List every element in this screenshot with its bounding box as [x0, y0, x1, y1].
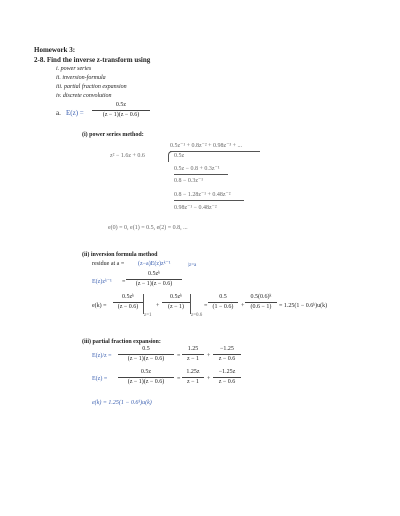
fraction-denominator: (z − 1)(z − 0.6)	[127, 379, 165, 385]
plus-sign: +	[207, 353, 211, 359]
fraction-numerator: −1.25	[220, 346, 234, 352]
method-item: ii. inversion-formula	[56, 75, 106, 81]
inversion-numerator: 0.5zᵏ	[147, 271, 161, 277]
long-division-bracket	[168, 151, 173, 162]
fraction-numerator: −1.25z	[218, 369, 236, 375]
inversion-result: = 1.25(1 − 0.6ᵏ)u(k)	[279, 303, 328, 309]
partial-fraction	[213, 346, 241, 363]
fraction-bar	[113, 302, 143, 303]
fraction-bar	[182, 377, 204, 378]
plus-sign: +	[207, 376, 211, 382]
fraction-bar	[213, 354, 241, 355]
problem-statement: 2-8. Find the inverse z-transform using	[34, 56, 151, 64]
fraction-bar	[126, 279, 182, 280]
partial-fraction	[118, 369, 174, 386]
term-denominator: (z − 1)	[167, 304, 185, 310]
method-item: iii. partial fraction expansion	[56, 84, 127, 90]
partial-line1-lhs: E(z)/z =	[92, 353, 112, 359]
term-denominator: (0.6 − 1)	[250, 304, 272, 310]
power-series-remainder: 0.8 − 0.3z⁻¹	[174, 178, 204, 184]
evaluation-bar	[190, 294, 191, 314]
inversion-denominator: (z − 1)(z − 0.6)	[135, 281, 173, 287]
inversion-fraction	[126, 271, 182, 288]
fraction-bar	[162, 302, 190, 303]
power-series-remainder: 0.98z⁻¹ − 0.48z⁻²	[174, 205, 217, 211]
power-series-step: 0.8 − 1.28z⁻¹ + 0.48z⁻²	[174, 192, 231, 198]
part-a-fraction	[92, 102, 150, 119]
partial-fraction-title: (iii) partial fraction expansion:	[82, 339, 161, 345]
fraction-numerator: 0.5	[142, 346, 150, 352]
fraction-denominator: z − 1	[186, 356, 200, 362]
fraction-denominator: z − 1	[186, 379, 200, 385]
inversion-term	[162, 294, 190, 311]
term-denominator: (z − 0.6)	[117, 304, 139, 310]
equals-sign: =	[177, 353, 181, 359]
part-a-denominator: (z − 1)(z − 0.6)	[102, 112, 140, 118]
term-numerator: 0.5(0.6)ᵏ	[250, 294, 272, 300]
division-bar	[170, 151, 260, 152]
part-a-label: a.	[56, 109, 61, 117]
fraction-numerator: 1.25	[187, 346, 199, 352]
evaluation-bar	[143, 294, 144, 314]
fraction-bar	[118, 354, 174, 355]
term-numerator: 0.5	[219, 294, 227, 300]
power-series-dividend: 0.5z	[174, 153, 185, 159]
fraction-numerator: 0.5z	[140, 369, 152, 375]
inversion-residue-sub: |z=a	[188, 263, 197, 268]
partial-fraction	[182, 346, 204, 363]
term-denominator: (1 − 0.6)	[212, 304, 234, 310]
inversion-title: (ii) inversion formula method	[82, 252, 158, 258]
fraction-numerator: 1.25z	[186, 369, 200, 375]
inversion-lhs: E(z)zᵏ⁻¹	[92, 279, 112, 285]
subtraction-line	[174, 174, 228, 175]
inversion-ek: e(k) =	[92, 303, 107, 309]
plus-sign: +	[241, 303, 245, 309]
partial-fraction	[213, 369, 241, 386]
inversion-residue-expr: (z−a)E(z)zᵏ⁻¹	[138, 261, 171, 267]
fraction-denominator: (z − 1)(z − 0.6)	[127, 356, 165, 362]
part-a-lhs: E(z) =	[66, 109, 84, 117]
fraction-bar	[245, 302, 277, 303]
equals-sign: =	[204, 303, 208, 309]
power-series-divisor: z² − 1.6z + 0.6	[110, 153, 145, 159]
power-series-quotient: 0.5z⁻¹ + 0.8z⁻² + 0.98z⁻³ + ...	[170, 143, 243, 149]
fraction-bar	[118, 377, 174, 378]
method-item: iv. discrete convolution	[56, 93, 112, 99]
evaluation-point: z=0.6	[191, 313, 203, 318]
power-series-result: e(0) = 0, e(1) = 0.5, e(2) = 0.8, ...	[108, 225, 188, 231]
fraction-bar	[213, 377, 241, 378]
partial-result: e(k) = 1.25(1 − 0.6ᵏ)u(k)	[92, 400, 152, 406]
inversion-residue-prefix: residue at a =	[92, 261, 125, 267]
power-series-step: 0.5z − 0.8 + 0.3z⁻¹	[174, 166, 220, 172]
equals-sign: =	[177, 376, 181, 382]
subtraction-line	[174, 200, 244, 201]
plus-sign: +	[156, 303, 160, 309]
fraction-bar	[182, 354, 204, 355]
power-series-title: (i) power series method:	[82, 132, 144, 138]
fraction-denominator: z − 0.6	[218, 379, 236, 385]
part-a-numerator: 0.5z	[115, 102, 127, 108]
fraction-denominator: z − 0.6	[218, 356, 236, 362]
evaluation-point: z=1	[144, 313, 152, 318]
partial-fraction	[118, 346, 174, 363]
partial-line2-lhs: E(z) =	[92, 376, 108, 382]
fraction-bar	[208, 302, 238, 303]
inversion-term	[113, 294, 143, 311]
inversion-term	[208, 294, 238, 311]
method-item: i. power series	[56, 66, 92, 72]
homework-title: Homework 3:	[34, 46, 76, 54]
inversion-term	[245, 294, 277, 311]
equals-sign: =	[122, 279, 126, 285]
term-numerator: 0.5zᵏ	[169, 294, 183, 300]
partial-fraction	[182, 369, 204, 386]
term-numerator: 0.5zᵏ	[121, 294, 135, 300]
fraction-bar	[92, 110, 150, 111]
